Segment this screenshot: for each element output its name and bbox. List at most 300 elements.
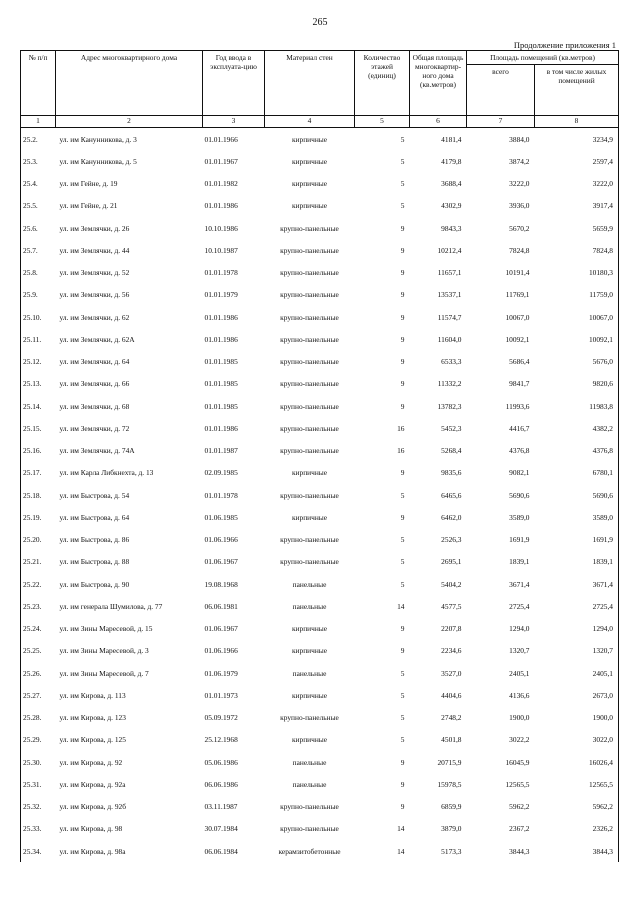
row-total-area: 11604,0 xyxy=(437,334,462,344)
header-index: 5 xyxy=(355,116,410,128)
table-row xyxy=(21,239,619,261)
table-row xyxy=(21,284,619,306)
row-address: ул. им Канунникова, д. 5 xyxy=(59,156,137,166)
row-floors: 9 xyxy=(400,334,405,344)
table-row xyxy=(21,150,619,172)
row-address: ул. им Зины Маресевой, д. 15 xyxy=(59,624,153,634)
row-total-area: 5452,3 xyxy=(441,423,462,433)
row-number: 25.20. xyxy=(21,529,56,551)
row-premises-total: 2725,4 xyxy=(509,601,530,611)
row-number: 25.30. xyxy=(21,751,56,773)
row-material: крупно-панельные xyxy=(280,490,339,500)
row-floors: 9 xyxy=(400,512,405,522)
table-row xyxy=(21,840,619,862)
row-premises-residential: 3222,0 xyxy=(535,173,619,195)
row-number: 25.8. xyxy=(21,262,56,284)
row-premises-residential: 4376,8 xyxy=(535,440,619,462)
table-header xyxy=(21,51,619,128)
table-row xyxy=(21,417,619,439)
row-year: 01.01.1987 xyxy=(204,446,238,456)
row-total-area: 2695,1 xyxy=(441,557,462,567)
table-row xyxy=(21,351,619,373)
row-floors: 5 xyxy=(400,713,405,723)
row-year: 01.01.1966 xyxy=(204,134,238,144)
row-floors: 9 xyxy=(400,357,405,367)
row-total-area: 11332,2 xyxy=(437,379,462,389)
row-number: 25.17. xyxy=(21,462,56,484)
row-material: крупно-панельные xyxy=(280,245,339,255)
row-floors: 5 xyxy=(400,201,405,211)
row-premises-residential: 3844,3 xyxy=(535,840,619,862)
row-material: крупно-панельные xyxy=(280,423,339,433)
row-material: кирпичные xyxy=(291,624,328,634)
row-number: 25.7. xyxy=(21,239,56,261)
table-body xyxy=(21,128,619,863)
row-number: 25.6. xyxy=(21,217,56,239)
row-material: крупно-панельные xyxy=(280,290,339,300)
row-total-area: 9843,3 xyxy=(441,223,462,233)
row-number: 25.29. xyxy=(21,729,56,751)
row-premises-total: 3936,0 xyxy=(509,201,530,211)
row-address: ул. им Быстрова, д. 86 xyxy=(59,535,130,545)
row-year: 30.07.1984 xyxy=(204,824,238,834)
row-premises-residential: 11983,8 xyxy=(535,395,619,417)
row-premises-residential: 5962,2 xyxy=(535,796,619,818)
row-address: ул. им Землячки, д. 72 xyxy=(59,423,130,433)
table-row xyxy=(21,328,619,350)
table-row xyxy=(21,618,619,640)
row-address: ул. им Землячки, д. 66 xyxy=(59,379,130,389)
row-year: 01.06.1985 xyxy=(204,512,238,522)
row-total-area: 5268,4 xyxy=(441,446,462,456)
row-floors: 9 xyxy=(400,468,405,478)
table-row xyxy=(21,395,619,417)
row-premises-residential: 1691,9 xyxy=(535,529,619,551)
row-address: ул. им Кирова, д. 125 xyxy=(59,735,126,745)
table-row xyxy=(21,751,619,773)
row-year: 05.09.1972 xyxy=(204,713,238,723)
row-premises-total: 2405,1 xyxy=(509,668,530,678)
row-material: керамзитобетонные xyxy=(278,846,341,856)
row-total-area: 4179,8 xyxy=(441,156,462,166)
row-floors: 9 xyxy=(400,312,405,322)
row-premises-total: 1320,7 xyxy=(509,646,530,656)
row-address: ул. им генерала Шумилова, д. 77 xyxy=(59,601,163,611)
row-premises-total: 4136,6 xyxy=(509,690,530,700)
row-premises-total: 5670,2 xyxy=(509,223,530,233)
row-year: 01.01.1978 xyxy=(204,268,238,278)
header-index: 6 xyxy=(410,116,467,128)
row-number: 25.12. xyxy=(21,351,56,373)
row-total-area: 13537,1 xyxy=(437,290,462,300)
table-row xyxy=(21,707,619,729)
row-floors: 9 xyxy=(400,779,405,789)
row-material: крупно-панельные xyxy=(280,268,339,278)
row-number: 25.16. xyxy=(21,440,56,462)
row-address: ул. им Землячки, д. 68 xyxy=(59,401,130,411)
row-premises-total: 1691,9 xyxy=(509,535,530,545)
row-premises-total: 1294,0 xyxy=(509,624,530,634)
row-total-area: 6465,6 xyxy=(441,490,462,500)
row-material: кирпичные xyxy=(291,201,328,211)
row-material: кирпичные xyxy=(291,735,328,745)
row-year: 10.10.1987 xyxy=(204,245,238,255)
row-address: ул. им Гейне, д. 21 xyxy=(59,201,118,211)
row-number: 25.21. xyxy=(21,551,56,573)
table-row xyxy=(21,773,619,795)
row-premises-residential: 3671,4 xyxy=(535,573,619,595)
header-wall-material: Материал стен xyxy=(265,51,355,116)
row-floors: 5 xyxy=(400,490,405,500)
row-year: 06.06.1984 xyxy=(204,846,238,856)
row-premises-residential: 3917,4 xyxy=(535,195,619,217)
row-number: 25.31. xyxy=(21,773,56,795)
header-index: 8 xyxy=(535,116,619,128)
row-year: 01.01.1986 xyxy=(204,201,238,211)
row-floors: 5 xyxy=(400,535,405,545)
row-floors: 5 xyxy=(400,156,405,166)
header-number: № п/п xyxy=(21,51,56,116)
row-address: ул. им Кирова, д. 98 xyxy=(59,824,123,834)
row-address: ул. им Землячки, д. 74А xyxy=(59,446,135,456)
row-premises-total: 3874,2 xyxy=(509,156,530,166)
row-floors: 9 xyxy=(400,268,405,278)
row-year: 01.01.1967 xyxy=(204,156,238,166)
row-premises-residential: 2597,4 xyxy=(535,150,619,172)
row-material: крупно-панельные xyxy=(280,802,339,812)
row-premises-residential: 2326,2 xyxy=(535,818,619,840)
row-address: ул. им Кирова, д. 98а xyxy=(59,846,126,856)
row-floors: 16 xyxy=(397,423,405,433)
row-material: крупно-панельные xyxy=(280,379,339,389)
row-floors: 5 xyxy=(400,557,405,567)
row-total-area: 6859,9 xyxy=(441,802,462,812)
row-material: кирпичные xyxy=(291,134,328,144)
row-address: ул. им Землячки, д. 44 xyxy=(59,245,130,255)
housing-table xyxy=(20,50,619,862)
row-total-area: 10212,4 xyxy=(437,245,462,255)
row-number: 25.15. xyxy=(21,417,56,439)
row-total-area: 6533,3 xyxy=(441,357,462,367)
row-total-area: 11657,1 xyxy=(437,268,462,278)
row-address: ул. им Кирова, д. 92 xyxy=(59,757,123,767)
row-number: 25.18. xyxy=(21,484,56,506)
table-row xyxy=(21,195,619,217)
row-total-area: 5404,2 xyxy=(441,579,462,589)
row-number: 25.9. xyxy=(21,284,56,306)
row-material: кирпичные xyxy=(291,179,328,189)
row-number: 25.24. xyxy=(21,618,56,640)
header-total-area: Общая площадь многоквартир-ного дома (кв.метров) xyxy=(410,51,467,116)
row-total-area: 2748,2 xyxy=(441,713,462,723)
row-material: крупно-панельные xyxy=(280,557,339,567)
row-address: ул. им Зины Маресевой, д. 7 xyxy=(59,668,149,678)
row-year: 01.01.1986 xyxy=(204,312,238,322)
row-premises-residential: 6780,1 xyxy=(535,462,619,484)
row-premises-total: 1839,1 xyxy=(509,557,530,567)
header-index: 2 xyxy=(56,116,203,128)
row-floors: 9 xyxy=(400,757,405,767)
table-row xyxy=(21,729,619,751)
row-number: 25.22. xyxy=(21,573,56,595)
row-number: 25.33. xyxy=(21,818,56,840)
row-material: панельные xyxy=(292,579,327,589)
row-year: 25.12.1968 xyxy=(204,735,238,745)
row-premises-total: 3884,0 xyxy=(509,134,530,144)
row-total-area: 3879,0 xyxy=(441,824,462,834)
row-material: крупно-панельные xyxy=(280,312,339,322)
row-total-area: 15978,5 xyxy=(437,779,462,789)
table-row xyxy=(21,551,619,573)
row-total-area: 13782,3 xyxy=(437,401,462,411)
row-total-area: 4181,4 xyxy=(441,134,462,144)
row-premises-total: 3844,3 xyxy=(509,846,530,856)
row-premises-total: 2367,2 xyxy=(509,824,530,834)
row-premises-residential: 10092,1 xyxy=(535,328,619,350)
row-year: 01.01.1973 xyxy=(204,690,238,700)
row-number: 25.28. xyxy=(21,707,56,729)
table-row xyxy=(21,595,619,617)
row-year: 01.06.1967 xyxy=(204,624,238,634)
table-row xyxy=(21,462,619,484)
row-number: 25.3. xyxy=(21,150,56,172)
row-premises-total: 10191,4 xyxy=(505,268,530,278)
row-premises-residential: 5659,9 xyxy=(535,217,619,239)
row-number: 25.26. xyxy=(21,662,56,684)
row-address: ул. им Быстрова, д. 90 xyxy=(59,579,130,589)
row-year: 05.06.1986 xyxy=(204,757,238,767)
row-premises-residential: 16026,4 xyxy=(535,751,619,773)
row-number: 25.23. xyxy=(21,595,56,617)
row-floors: 5 xyxy=(400,735,405,745)
row-total-area: 9835,6 xyxy=(441,468,462,478)
table-row xyxy=(21,818,619,840)
table-caption: Продолжение приложения 1 xyxy=(513,40,616,50)
row-total-area: 3688,4 xyxy=(441,179,462,189)
row-number: 25.14. xyxy=(21,395,56,417)
header-index: 7 xyxy=(467,116,535,128)
header-index: 4 xyxy=(265,116,355,128)
row-premises-total: 3222,0 xyxy=(509,179,530,189)
row-address: ул. им Землячки, д. 26 xyxy=(59,223,130,233)
row-floors: 14 xyxy=(397,846,405,856)
row-total-area: 2207,8 xyxy=(441,624,462,634)
row-year: 01.06.1966 xyxy=(204,535,238,545)
row-material: крупно-панельные xyxy=(280,223,339,233)
row-floors: 9 xyxy=(400,290,405,300)
row-premises-total: 11993,6 xyxy=(505,401,530,411)
row-total-area: 4577,5 xyxy=(441,601,462,611)
header-premises-residential: в том числе жилых помещений xyxy=(535,65,619,116)
row-total-area: 4302,9 xyxy=(441,201,462,211)
table-row xyxy=(21,128,619,151)
row-address: ул. им Кирова, д. 92б xyxy=(59,802,126,812)
row-premises-total: 5962,2 xyxy=(509,802,530,812)
header-address: Адрес многоквартирного дома xyxy=(56,51,203,116)
row-year: 01.06.1966 xyxy=(204,646,238,656)
row-year: 01.06.1979 xyxy=(204,668,238,678)
row-floors: 5 xyxy=(400,690,405,700)
row-premises-residential: 5690,6 xyxy=(535,484,619,506)
row-year: 01.06.1967 xyxy=(204,557,238,567)
row-total-area: 4501,8 xyxy=(441,735,462,745)
row-address: ул. им Быстрова, д. 54 xyxy=(59,490,130,500)
row-material: панельные xyxy=(292,668,327,678)
row-year: 01.01.1985 xyxy=(204,357,238,367)
row-floors: 5 xyxy=(400,179,405,189)
row-number: 25.32. xyxy=(21,796,56,818)
row-premises-total: 10067,0 xyxy=(505,312,530,322)
row-address: ул. им Карла Либкнехта, д. 13 xyxy=(59,468,154,478)
row-year: 01.01.1986 xyxy=(204,423,238,433)
row-premises-total: 7824,8 xyxy=(509,245,530,255)
header-year: Год ввода в эксплуата-цию xyxy=(203,51,265,116)
row-floors: 5 xyxy=(400,579,405,589)
table-row xyxy=(21,440,619,462)
row-total-area: 11574,7 xyxy=(437,312,462,322)
row-total-area: 4404,6 xyxy=(441,690,462,700)
row-material: кирпичные xyxy=(291,512,328,522)
row-material: кирпичные xyxy=(291,646,328,656)
row-total-area: 2526,3 xyxy=(441,535,462,545)
table-row xyxy=(21,573,619,595)
row-premises-residential: 1839,1 xyxy=(535,551,619,573)
table-row xyxy=(21,484,619,506)
row-premises-residential: 1320,7 xyxy=(535,640,619,662)
row-floors: 5 xyxy=(400,134,405,144)
table-row xyxy=(21,640,619,662)
row-year: 19.08.1968 xyxy=(204,579,238,589)
row-number: 25.11. xyxy=(21,328,56,350)
row-address: ул. им Кирова, д. 92а xyxy=(59,779,126,789)
row-year: 03.11.1987 xyxy=(204,802,238,812)
table-row xyxy=(21,529,619,551)
row-year: 10.10.1986 xyxy=(204,223,238,233)
table-row xyxy=(21,662,619,684)
row-premises-total: 16045,9 xyxy=(505,757,530,767)
row-premises-residential: 2405,1 xyxy=(535,662,619,684)
row-premises-total: 12565,5 xyxy=(505,779,530,789)
header-premises-area: Площадь помещений (кв.метров) xyxy=(467,51,619,65)
row-premises-residential: 3022,0 xyxy=(535,729,619,751)
row-premises-residential: 2673,0 xyxy=(535,684,619,706)
row-premises-residential: 5676,0 xyxy=(535,351,619,373)
row-premises-residential: 9820,6 xyxy=(535,373,619,395)
row-material: кирпичные xyxy=(291,468,328,478)
row-material: крупно-панельные xyxy=(280,334,339,344)
row-total-area: 3527,0 xyxy=(441,668,462,678)
row-material: кирпичные xyxy=(291,690,328,700)
row-material: крупно-панельные xyxy=(280,357,339,367)
table-row xyxy=(21,173,619,195)
row-premises-total: 3671,4 xyxy=(509,579,530,589)
row-total-area: 6462,0 xyxy=(441,512,462,522)
row-year: 06.06.1986 xyxy=(204,779,238,789)
row-address: ул. им Землячки, д. 52 xyxy=(59,268,130,278)
row-premises-total: 1900,0 xyxy=(509,713,530,723)
row-material: крупно-панельные xyxy=(280,713,339,723)
row-year: 01.01.1982 xyxy=(204,179,238,189)
row-address: ул. им Канунникова, д. 3 xyxy=(59,134,137,144)
row-material: панельные xyxy=(292,779,327,789)
row-number: 25.13. xyxy=(21,373,56,395)
row-premises-residential: 4382,2 xyxy=(535,417,619,439)
row-address: ул. им Быстрова, д. 88 xyxy=(59,557,130,567)
row-premises-total: 5686,4 xyxy=(509,357,530,367)
row-floors: 14 xyxy=(397,824,405,834)
row-material: крупно-панельные xyxy=(280,401,339,411)
page-number: 265 xyxy=(312,17,328,28)
row-premises-residential: 10180,3 xyxy=(535,262,619,284)
row-address: ул. им Кирова, д. 113 xyxy=(59,690,126,700)
row-floors: 5 xyxy=(400,668,405,678)
row-premises-residential: 12565,5 xyxy=(535,773,619,795)
row-premises-total: 4416,7 xyxy=(509,423,530,433)
row-number: 25.34. xyxy=(21,840,56,862)
row-floors: 9 xyxy=(400,802,405,812)
row-floors: 9 xyxy=(400,245,405,255)
row-premises-total: 9841,7 xyxy=(509,379,530,389)
row-premises-total: 10092,1 xyxy=(505,334,530,344)
row-material: панельные xyxy=(292,601,327,611)
header-premises-total: всего xyxy=(467,65,535,116)
row-floors: 14 xyxy=(397,601,405,611)
table-row xyxy=(21,262,619,284)
row-premises-total: 3022,2 xyxy=(509,735,530,745)
row-floors: 9 xyxy=(400,624,405,634)
table-row xyxy=(21,684,619,706)
row-floors: 9 xyxy=(400,379,405,389)
row-number: 25.2. xyxy=(21,128,56,151)
row-total-area: 20715,9 xyxy=(437,757,462,767)
row-floors: 9 xyxy=(400,646,405,656)
row-address: ул. им Зины Маресевой, д. 3 xyxy=(59,646,149,656)
row-premises-residential: 1900,0 xyxy=(535,707,619,729)
row-material: крупно-панельные xyxy=(280,824,339,834)
row-address: ул. им Быстрова, д. 64 xyxy=(59,512,130,522)
row-material: кирпичные xyxy=(291,156,328,166)
table-row xyxy=(21,217,619,239)
row-premises-residential: 3589,0 xyxy=(535,506,619,528)
row-year: 01.01.1979 xyxy=(204,290,238,300)
row-year: 01.01.1985 xyxy=(204,401,238,411)
row-total-area: 5173,3 xyxy=(441,846,462,856)
row-total-area: 2234,6 xyxy=(441,646,462,656)
row-premises-total: 11769,1 xyxy=(505,290,530,300)
row-year: 02.09.1985 xyxy=(204,468,238,478)
row-premises-residential: 11759,0 xyxy=(535,284,619,306)
row-premises-residential: 1294,0 xyxy=(535,618,619,640)
row-premises-residential: 3234,9 xyxy=(535,128,619,151)
table-row xyxy=(21,506,619,528)
row-address: ул. им Землячки, д. 62А xyxy=(59,334,135,344)
row-premises-residential: 10067,0 xyxy=(535,306,619,328)
row-premises-total: 4376,8 xyxy=(509,446,530,456)
row-number: 25.25. xyxy=(21,640,56,662)
row-premises-residential: 2725,4 xyxy=(535,595,619,617)
row-floors: 16 xyxy=(397,446,405,456)
row-year: 01.01.1978 xyxy=(204,490,238,500)
row-year: 01.01.1986 xyxy=(204,334,238,344)
header-index: 1 xyxy=(21,116,56,128)
row-floors: 9 xyxy=(400,401,405,411)
table-row xyxy=(21,306,619,328)
row-number: 25.19. xyxy=(21,506,56,528)
row-premises-total: 9082,1 xyxy=(509,468,530,478)
row-premises-total: 5690,6 xyxy=(509,490,530,500)
row-year: 06.06.1981 xyxy=(204,601,238,611)
row-number: 25.4. xyxy=(21,173,56,195)
